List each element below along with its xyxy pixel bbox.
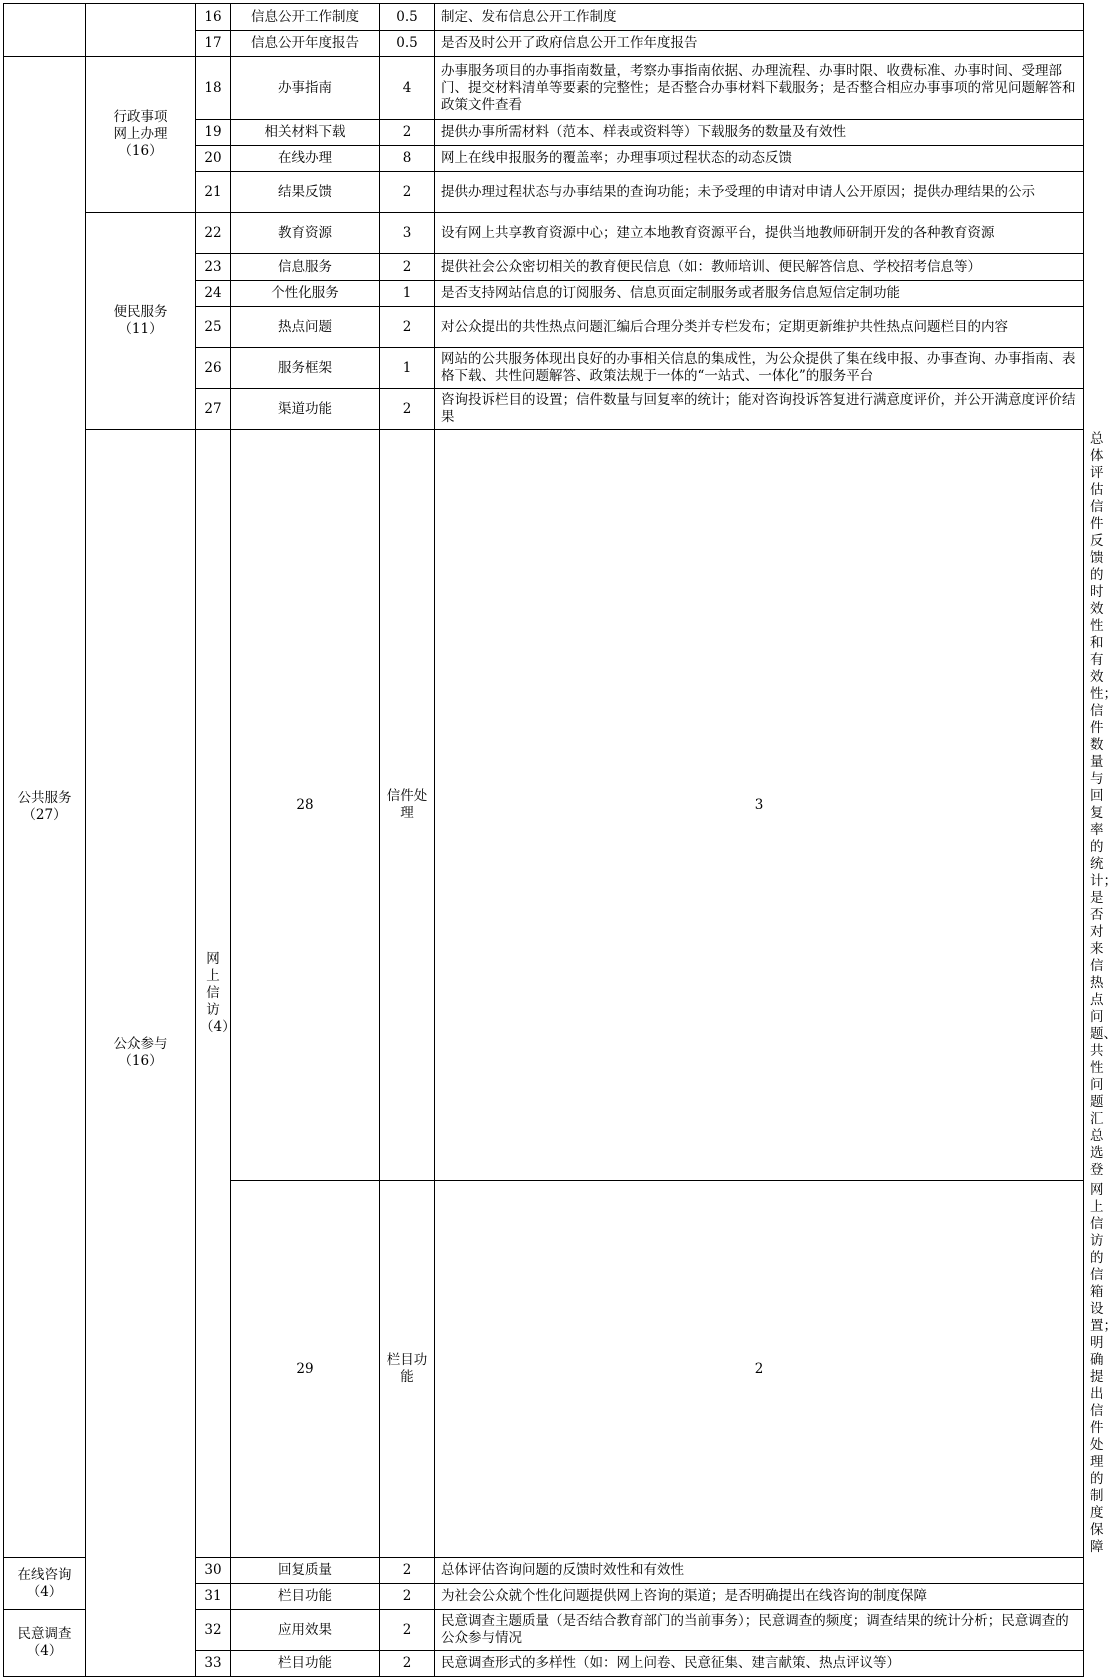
- item-description: 制定、发布信息公开工作制度: [435, 4, 1084, 31]
- item-number: 19: [196, 120, 231, 146]
- item-description: 民意调查主题质量（是否结合教育部门的当前事务）；民意调查的频度；调查结果的统计分析；民意调查的公众参与情况: [435, 1610, 1084, 1651]
- item-number: 20: [196, 146, 231, 172]
- item-name: 栏目功能: [231, 1584, 380, 1610]
- item-description: 提供社会公众密切相关的教育便民信息（如：教师培训、便民解答信息、学校招考信息等）: [435, 254, 1084, 281]
- item-description: 民意调查形式的多样性（如：网上问卷、民意征集、建言献策、热点评议等）: [435, 1651, 1084, 1677]
- item-score: 2: [380, 120, 435, 146]
- item-score: 2: [380, 307, 435, 348]
- item-name: 结果反馈: [231, 172, 380, 213]
- subcategory-name: 在线咨询: [17, 1566, 72, 1583]
- subcategory-convenience: [86, 213, 196, 430]
- subcategory-score: （16）: [118, 143, 163, 159]
- subcategory-online-admin: [86, 57, 196, 213]
- item-description: 设有网上共享教育资源中心；建立本地教育资源平台，提供当地教师研制开发的各种教育资源: [435, 213, 1084, 254]
- category-public-service: [4, 57, 86, 1558]
- item-name: 办事指南: [231, 57, 380, 120]
- category-cell-empty: [4, 4, 86, 57]
- item-name: 相关材料下载: [231, 120, 380, 146]
- item-number: 27: [196, 389, 231, 430]
- subcategory-name: 民意调查: [17, 1626, 72, 1642]
- item-description: 网上在线申报服务的覆盖率；办理事项过程状态的动态反馈: [435, 146, 1084, 172]
- item-description: 办事服务项目的办事指南数量，考察办事指南依据、办理流程、办事时限、收费标准、办事时间、受理部门、提交材料清单等要素的完整性；是否整合办事材料下载服务；是否整合相应办事事项的常见问题解答和政策文件查看: [435, 57, 1084, 120]
- item-score: 2: [435, 1181, 1084, 1558]
- item-score: 2: [380, 254, 435, 281]
- item-number: 22: [196, 213, 231, 254]
- evaluation-table: [3, 3, 1117, 1677]
- item-number: 16: [196, 4, 231, 31]
- subcategory-online-consult: [4, 1558, 86, 1610]
- table-row: 29 栏目功能 2 网上信访的信箱设置；明确提出信件处理的制度保障: [4, 1181, 1084, 1558]
- item-name: 在线办理: [231, 146, 380, 172]
- item-score: 8: [380, 146, 435, 172]
- item-description: 提供办理过程状态与办事结果的查询功能；未予受理的申请对申请人公开原因；提供办理结果的公示: [435, 172, 1084, 213]
- item-name: 回复质量: [231, 1558, 380, 1584]
- item-score: 2: [380, 172, 435, 213]
- item-name: 信件处理: [380, 430, 435, 1181]
- item-score: 4: [380, 57, 435, 120]
- item-description: 是否及时公开了政府信息公开工作年度报告: [435, 31, 1084, 57]
- item-score: 0.5: [380, 31, 435, 57]
- category-name: 公众参与: [113, 1036, 168, 1052]
- item-number: 33: [196, 1651, 231, 1677]
- item-description: 为社会公众就个性化问题提供网上咨询的渠道；是否明确提出在线咨询的制度保障: [435, 1584, 1084, 1610]
- item-name: 教育资源: [231, 213, 380, 254]
- category-score: （27）: [22, 807, 67, 823]
- table-row: 公众参与 （16） 网上信访 （4） 28 信件处理 3 总体评估信件反馈的时效性和有效性；信件数量与回复率的统计；是否对来信热点问题、共性问题汇总选登: [4, 430, 1084, 1181]
- subcategory-name: 便民服务: [113, 304, 168, 320]
- item-score: 3: [435, 430, 1084, 1181]
- item-score: 2: [380, 1651, 435, 1677]
- subcategory-score: （4）: [200, 1019, 236, 1035]
- item-name: 信息公开工作制度: [231, 4, 380, 31]
- item-name: 渠道功能: [231, 389, 380, 430]
- item-score: 0.5: [380, 4, 435, 31]
- category-score: （16）: [118, 1053, 163, 1069]
- item-number: 18: [196, 57, 231, 120]
- category-public-participation: [86, 430, 196, 1677]
- subcategory-score: （4）: [26, 1643, 63, 1659]
- item-description: 提供办事所需材料（范本、样表或资料等）下载服务的数量及有效性: [435, 120, 1084, 146]
- item-number: 24: [196, 281, 231, 307]
- item-name: 信息公开年度报告: [231, 31, 380, 57]
- item-name: 热点问题: [231, 307, 380, 348]
- item-number: 32: [196, 1610, 231, 1651]
- item-score: 2: [380, 389, 435, 430]
- item-number: 21: [196, 172, 231, 213]
- item-number: 30: [196, 1558, 231, 1584]
- item-description: 总体评估咨询问题的反馈时效性和有效性: [435, 1558, 1084, 1584]
- subcategory-online-petition: [196, 430, 236, 1558]
- item-number: 17: [196, 31, 231, 57]
- item-description: 咨询投诉栏目的设置；信件数量与回复率的统计；能对咨询投诉答复进行满意度评价，并公开满意度评价结果: [435, 389, 1084, 430]
- item-name: 栏目功能: [380, 1181, 435, 1558]
- category-name: 公共服务: [17, 790, 72, 806]
- item-number: 23: [196, 254, 231, 281]
- item-number: 28: [231, 430, 380, 1181]
- item-score: 2: [380, 1558, 435, 1584]
- item-score: 1: [380, 281, 435, 307]
- subcategory-name: 网上信访: [206, 951, 220, 1018]
- subcategory-poll: [4, 1610, 86, 1677]
- subcategory-score: （4）: [26, 1583, 63, 1600]
- item-score: 2: [380, 1584, 435, 1610]
- item-name: 个性化服务: [231, 281, 380, 307]
- item-score: 3: [380, 213, 435, 254]
- item-description: 对公众提出的共性热点问题汇编后合理分类并专栏发布；定期更新维护共性热点问题栏目的内容: [435, 307, 1084, 348]
- table-row: [4, 57, 1084, 120]
- subcategory-score: （11）: [118, 321, 163, 337]
- subcategory-name-line1: 行政事项: [113, 109, 168, 125]
- item-number: 26: [196, 348, 231, 389]
- item-number: 31: [196, 1584, 231, 1610]
- table-row: [4, 213, 1084, 254]
- item-number: 29: [231, 1181, 380, 1558]
- item-name: 信息服务: [231, 254, 380, 281]
- item-description: 是否支持网站信息的订阅服务、信息页面定制服务或者服务信息短信定制功能: [435, 281, 1084, 307]
- item-name: 服务框架: [231, 348, 380, 389]
- item-name: 应用效果: [231, 1610, 380, 1651]
- subcategory-cell-empty: [86, 4, 196, 57]
- item-number: 25: [196, 307, 231, 348]
- table-row: [4, 4, 1084, 31]
- subcategory-name-line2: 网上办理: [113, 126, 168, 142]
- item-score: 2: [380, 1610, 435, 1651]
- item-name: 栏目功能: [231, 1651, 380, 1677]
- item-description: 网站的公共服务体现出良好的办事相关信息的集成性，为公众提供了集在线申报、办事查询、办事指南、表格下载、共性问题解答、政策法规于一体的“一站式、一体化”的服务平台: [435, 348, 1084, 389]
- item-score: 1: [380, 348, 435, 389]
